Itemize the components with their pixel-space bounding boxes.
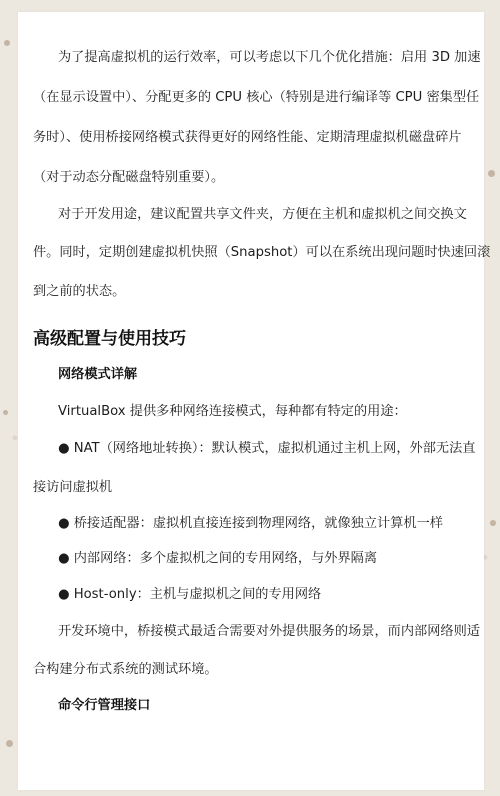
network-summary-line-2: 合构建分布式系统的测试环境。 bbox=[33, 662, 218, 677]
paragraph-1-line-1: 为了提高虚拟机的运行效率，可以考虑以下几个优化措施：启用 3D 加速 bbox=[58, 50, 481, 65]
bullet-nat-line-1: ● NAT（网络地址转换）：默认模式，虚拟机通过主机上网，外部无法直 bbox=[58, 441, 476, 456]
paragraph-1-line-2: （在显示设置中）、分配更多的 CPU 核心（特别是进行编译等 CPU 密集型任 bbox=[33, 90, 480, 105]
decorative-stain bbox=[6, 740, 13, 747]
decorative-stain bbox=[3, 410, 8, 415]
bullet-nat-line-2: 接访问虚拟机 bbox=[33, 480, 113, 495]
network-modes-subheading: 网络模式详解 bbox=[58, 367, 138, 382]
network-summary-line-1: 开发环境中，桥接模式最适合需要对外提供服务的场景，而内部网络则适 bbox=[58, 624, 480, 639]
paragraph-2-line-1: 对于开发用途，建议配置共享文件夹，方便在主机和虚拟机之间交换文 bbox=[58, 207, 467, 222]
network-intro: VirtualBox 提供多种网络连接模式，每种都有特定的用途： bbox=[58, 404, 407, 419]
bullet-bridge: ● 桥接适配器：虚拟机直接连接到物理网络，就像独立计算机一样 bbox=[58, 516, 443, 531]
decorative-stain bbox=[488, 170, 495, 177]
bullet-hostonly: ● Host-only：主机与虚拟机之间的专用网络 bbox=[58, 587, 322, 602]
paragraph-2-line-3: 到之前的状态。 bbox=[33, 284, 126, 299]
section-heading: 高级配置与使用技巧 bbox=[33, 329, 186, 349]
decorative-stain bbox=[4, 40, 10, 46]
bullet-internal: ● 内部网络：多个虚拟机之间的专用网络，与外界隔离 bbox=[58, 551, 378, 566]
paragraph-2-line-2: 件。同时，定期创建虚拟机快照（Snapshot）可以在系统出现问题时快速回滚 bbox=[33, 245, 491, 260]
cli-subheading: 命令行管理接口 bbox=[58, 698, 151, 713]
paragraph-1-line-3: 务时）、使用桥接网络模式获得更好的网络性能、定期清理虚拟机磁盘碎片 bbox=[33, 130, 462, 145]
paragraph-1-line-4: （对于动态分配磁盘特别重要）。 bbox=[33, 170, 225, 185]
